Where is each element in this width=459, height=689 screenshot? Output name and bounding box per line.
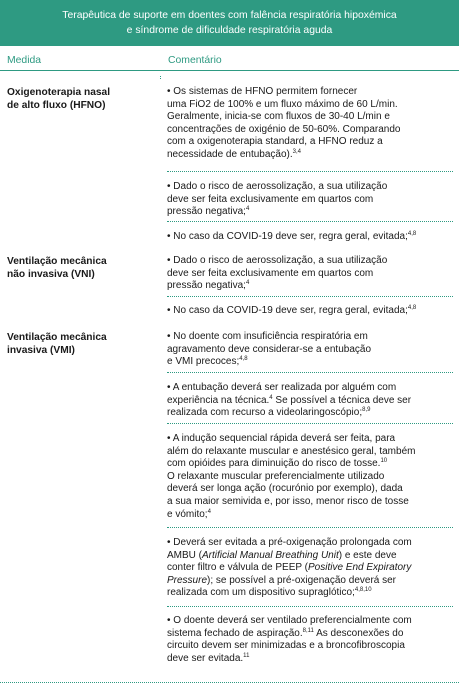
ref-marker: 4,8 [407,305,417,311]
comment-vmi-4: • Deverá ser evitada a pré-oxigenação prolongada com AMBU (Artificial Manual Breathing Unit) e este deve conter filtro e válvula de PEEP (Positive End Expiratory Pressure); se possível a pré-oxigenação deverá ser realizada com um dispositivo supraglótico;$^{4,8,10}$ [167,537,412,599]
row-divider [167,372,453,373]
comment-vmi-5: • O doente deverá ser ventilado preferencialmente com sistema fechado de aspiração.$^{8,11}$ As desconexões do circuito devem ser minimizadas e a broncofibroscopia deve ser evitada.$^{11}$ [167,615,412,664]
ref-marker: 8,11 [302,627,314,634]
measure-hfno: Oxigenoterapia nasal de alto fluxo (HFNO) [7,87,111,111]
measure-vni: Ventilação mecânica não invasiva (VNI) [7,256,107,280]
ref-marker: 4,8,10 [354,587,372,594]
row-divider [167,423,453,424]
row-divider [167,296,453,297]
comment-vni-1: • Dado o risco de aerossolização, a sua utilização deve ser feita exclusivamente em quartos com pressão negativa;$^4$ [167,255,388,292]
ref-marker: 3,4 [292,148,301,155]
ref-marker: 4 [245,206,250,213]
ref-marker: 8,9 [362,407,371,414]
ref-marker: 4 [245,280,250,287]
comment-vmi-3: • A indução sequencial rápida deverá ser feita, para além do relaxante muscular e anestésico geral, também com opióides para diminuição do risco de tosse.$^{10}$ O relaxante muscular preferencialmente utilizado deverá ser longa ação (rocurónio por exemplo), dada a sua maior semivida e, por isso, menor risco de tosse e vómito;$^4$ [167,433,416,520]
ref-marker: 10 [380,458,388,465]
ref-marker: 4,8 [407,231,417,237]
header-rule [0,70,459,71]
table-title-line-1: Terapêutica de suporte em doentes com falência respiratória hipoxémica [62,10,397,21]
measure-vmi: Ventilação mecânica invasiva (VMI) [7,332,107,356]
row-divider [167,606,453,607]
row-divider [167,527,453,528]
table-title-line-2: e síndrome de dificuldade respiratória aguda [126,25,333,36]
row-divider [167,221,453,222]
comment-hfno-1: • Os sistemas de HFNO permitem fornecer uma FiO2 de 100% e um fluxo máximo de 60 L/min. Geralmente, inicia-se com fluxos de 30-40 L/min e concentrações de oxigénio de 50-60%. Comparando com a oxigenoterapia standard, a HFNO reduz a necessidade de entubação).$^{3,4}$ [167,86,401,160]
ref-marker: 11 [243,652,250,659]
ref-marker: 4 [269,394,273,401]
comment-vni-2: • No caso da COVID-19 deve ser, regra geral, evitada;$^{4,8}$ [167,305,417,316]
ref-marker: 4 [207,508,211,515]
comment-vmi-2: • A entubação deverá ser realizada por alguém com experiência na técnica.$^4$ Se possível a técnica deve ser realizada com recurso a videolaringoscópio;$^{8,9}$ [167,382,412,419]
comment-vmi-1: • No doente com insuficiência respiratória em agravamento deve considerar-se a entubação e VMI precoces;$^{4,8}$ [167,331,372,368]
row-divider [167,171,453,172]
ref-marker: 4,8 [239,356,248,363]
comment-hfno-3: • No caso da COVID-19 deve ser, regra geral, evitada;$^{4,8}$ [167,231,417,242]
column-header-measure: Medida [7,55,42,66]
comment-hfno-2: • Dado o risco de aerossolização, a sua utilização deve ser feita exclusivamente em quartos com pressão negativa;$^4$ [167,181,388,218]
column-divider [160,76,161,79]
column-header-comment: Comentário [168,55,222,66]
table-bottom-rule [0,682,459,683]
table-header-banner [0,0,459,46]
